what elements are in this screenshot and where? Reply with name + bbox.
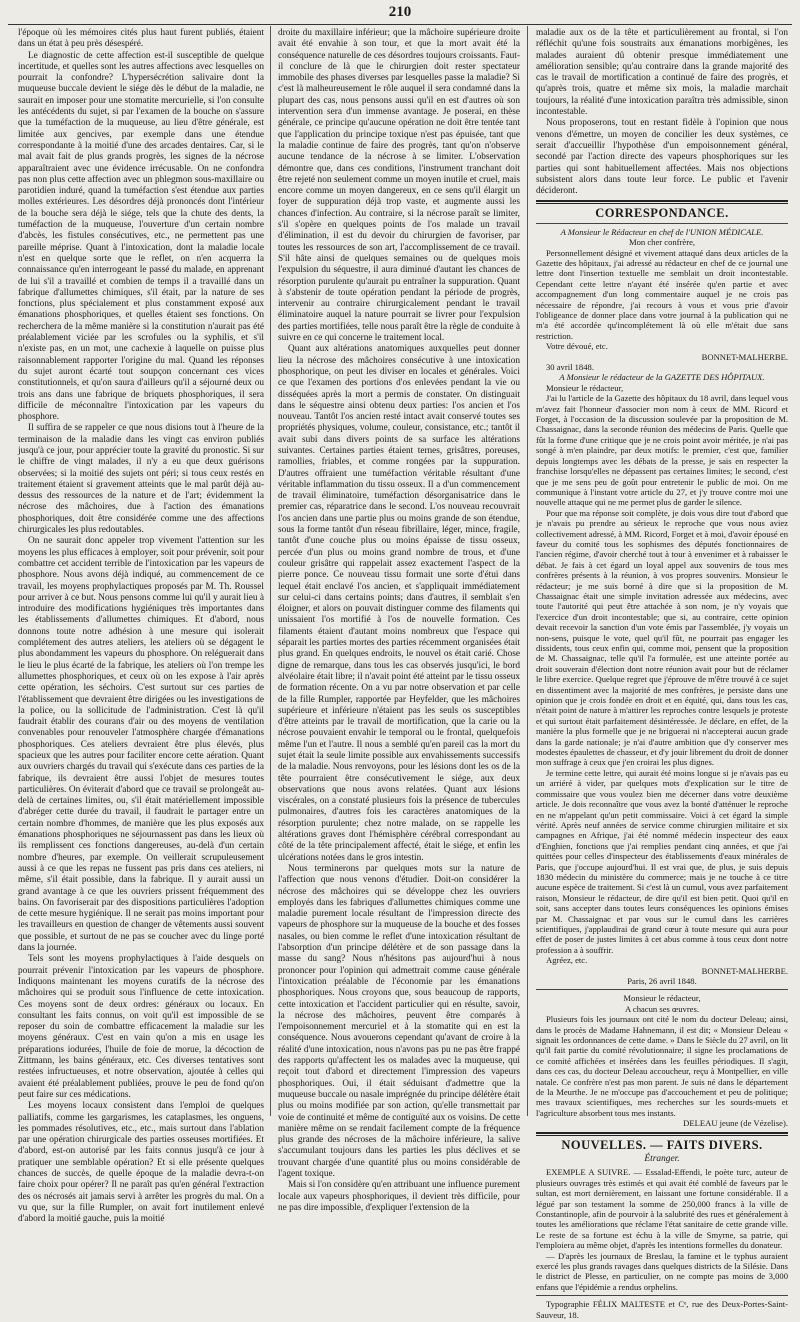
- newspaper-page: [8, 4, 792, 1321]
- paragraph: maladie aux os de la tête et particulièrement au frontal, si l'on réfléchit qu'une fois soustraits aux émanations morbigènes, les malades auraient dû obtenir presque immédiatement une amélioration sensible; qu'au contraire dans la grande majorité des cas le travail de mortification a continué de faire des progrès, et qu'après trois, quatre et même six mois, la maladie marchait toujours, la réalité d'une intoxication paraîtra très admissible, sinon incontestable.: [536, 28, 788, 118]
- paragraph: Tels sont les moyens prophylactiques à l'aide desquels on pourrait prévenir l'intoxication par les vapeurs de phosphore. Indiquons maintenant les moyens curatifs de la nécrose des mâchoires qui se produit sous l'influence de cette intoxication. Ces moyens sont de deux ordres: généraux ou locaux. En consultant les faits connus, on voit qu'il est impossible de se reposer du soin de combattre efficacement la maladie sur les moyens généraux. C'est en vain qu'on a mis en usage les préparations iodurées, l'huile de foie de morue, la décoction de Zittmann, les bains généraux, etc. Ces diverses tentatives sont restées infructueuses, et notre observation, ajoutée à celles qui avaient été préalablement publiées, prouve le peu de fond qu'on peut faire sur ces médications.: [18, 954, 264, 1100]
- paragraph: droite du maxillaire inférieur; que la mâchoire supérieure droite avait été envahie à son tour, et que la mort avait été la conséquence naturelle de ces désordres toujours croissants. Faut-il conclure de là que le chirurgien doit rester spectateur immobile des phases diverses par lesquelles passe la maladie? Si c'est là malheureusement le rôle auquel il sera condamné dans la plupart des cas, nous pensons aussi qu'il en est d'autres où son intervention sera d'un immense avantage. Je poserai, en thèse générale, ce principe qu'aucune opération ne doit être tentée tant que l'application du principe toxique n'est pas épuisée, tant que la maladie continue de faire des progrès, tant qu'on n'observe aucune tendance de la nécrose à se limiter. L'observation démontre que, dans ces conditions, l'instrument tranchant doit être rejeté non seulement comme un moyen inutile et cruel, mais encore comme un moyen dangereux, en ce sens qu'il élargit un foyer de suppuration déjà trop vaste, et augmente aussi les chances d'infection. Au contraire, si la nécrose paraît se limiter, s'il s'opère en quelques points de l'os malade un travail d'élimination, il est du devoir du chirurgien de favoriser, par toutes les ressources de son art, l'accomplissement de ce travail. S'il hâte ainsi de quelques semaines ou de quelques mois l'expulsion du séquestre, il aura diminué d'autant les chances de résorption purulente qu'aurait pu entraîner la suppuration. Quant à s'abstenir de toute opération pendant la période de progrès, intervenir au contraire chirurgicalement pendant le travail éliminatoire auquel la nature pourrait se livrer pour l'expulsion des parties mortifiées, telle nous paraît être la règle de conduite à suivre en ce qui concerne le traitement local.: [278, 28, 520, 344]
- letter-closing: Votre dévoué, etc.: [546, 341, 608, 352]
- letter-date: Paris, 26 avril 1848.: [627, 976, 697, 986]
- letter-body: Plusieurs fois les journaux ont cité le nom du docteur Deleau; ainsi, dans le procès de Madame Hahnemann, il est dit; « Monsieur Deleau « signait les ordonnances de cette dame. » Dans le Siècle du 27 avril, on lit qu'il fait partie du comité révolutionnaire; il signe les proclamations de ce comité affichées et insérées dans les feuilles périodiques. Il s'agit, dans ces cas, du docteur Deleau accoucheur, reçu à Montpellier, en ville natale. Ce confrère n'est pas mon parent. Je suis né dans le département de la Meurthe. Je ne m'occupe pas d'accouchement et peu de politique; mes travaux scientifiques, mes recherches sur les sourds-muets et l'agriculture absorbent tous mes instants.: [536, 1014, 788, 1118]
- news-item: — D'après les journaux de Breslau, la famine et le typhus auraient exercé les plus grands ravages dans quelques districts de la Silésie. Dans le district de Plesse, en particulier, on ne compte pas moins de 3,000 enfans que l'épidémie a rendus orphelins.: [536, 1250, 788, 1292]
- letter-body: Personnellement désigné et vivement attaqué dans deux articles de la Gazette des hôpitaux, j'ai adressé au rédacteur en chef de ce journal une lettre dont l'insertion textuelle me semblait un droit incontestable. Cependant cette lettre n'ayant été insérée qu'en partie et avec accompagnement d'un long commentaire auquel je ne crois pas nécessaire de répondre, j'ai recours à vous et vous prie d'avoir l'obligeance de donner place dans votre journal à la publication qui ne m'a été accordée qu'incomplétement là où elle m'était due sans restriction.: [536, 247, 788, 341]
- paragraph: Les moyens locaux consistent dans l'emploi de quelques palliatifs, comme les gargarismes, les cataplasmes, les onguens, les pommades résolutives, etc., etc., mais surtout dans l'ablation par une opération chirurgicale des parties osseuses mortifiées. Et d'abord, est-on autorisé par les faits connus jusqu'à ce jour à pratiquer une semblable opération? Et si elle présente quelques chances de succès, de quelle époque de la maladie devra-t-on faire choix pour opérer? Il ne paraît pas qu'en général l'extraction des os nécrosés ait jamais servi à arrêter les progrès du mal. On a vu que, sur la fille Rumpler, on avait fort inutilement enlevé d'abord la moitié gauche, puis la moitié: [18, 1101, 264, 1225]
- section-rule: [536, 1132, 788, 1136]
- column-2: [278, 28, 520, 1213]
- letter-address: A Monsieur le rédacteur de la GAZETTE DES HÔPITAUX.: [559, 372, 765, 383]
- paragraph: Quant aux altérations anatomiques auxquelles peut donner lieu la nécrose des mâchoires consécutive à une intoxication phosphorique, on peut les diviser en locales et générales. Voici ce que l'examen des portions d'os enlevées pendant la vie ou disséquées après la mort a permis de constater. On distinguait dans le séquestre ainsi obtenu deux parties: l'os ancien et l'os nouveau. Tantôt l'os ancien resté intact avait conservé toutes ses propriétés physiques, volume, couleur, consistance, etc.; tantôt il avait subi dans divers points de sa surface les altérations suivantes. Certaines parties étaient ternes, grisâtres, poreuses, ramollies, friables, et comme rongées par la suppuration. D'autres offraient une tuméfaction véritable résultant d'une véritable inflammation du tissu osseux. Il a d'un commencement de travail éliminatoire, tuméfaction désorganisatrice dans le premier cas, réparatrice dans le second. L'os nouveau recouvrait l'os ancien dans une partie plus ou moins grande de son étendue, sous la forme tantôt d'un réseau fibrillaire, léger, mince, fragile, tantôt d'une couche plus ou moins épaisse de tissu osseux, percée d'un plus ou moins grand nombre de trous, et d'une couleur grisâtre qui rappelait assez exactement l'aspect de la pierre ponce. Ce nouveau tissu formait une sorte d'étui dans lequel était enclavé l'os ancien, et s'appliquait immédiatement sur celui-ci dans certains points; dans d'autres, il semblait s'en éloigner, et alors on pouvait distinguer comme des filaments qui unissaient l'os mortifié à l'os de nouvelle formation. Ces filaments étaient d'autant moins nombreux que l'espace qui séparait les parties mortes des parties récemment organisées était plus grand. En quelques endroits, le nouvel os était carié. Chose digne de remarque, dans tous les cas observés jusqu'ici, le bord alvéolaire était libre; il n'avait point été atteint par le tissu osseux de formation récente. On a vu par notre observation et par celle de la fille Rumpler, rapportée par Heyfelder, que les mâchoires supérieure et inférieure n'étaient pas les seuls os susceptibles d'être atteints par le travail de mortification, que la carie ou la nécrose pouvaient envahir le temporal ou le frontal, quelquefois même l'un et l'autre. Il nous a semblé qu'en pareil cas la mort du sujet était la seule limite possible aux envahissements successifs de la maladie. Nous renvoyons, pour les lésions dont les os de la tête pourraient être consécutivement le siége, aux deux observations que nous avons relatées. Quant aux lésions viscérales, on a constaté plusieurs fois la présence de tubercules pulmonaires, d'autres fois les caractères anatomiques de la résorption purulente; chez notre malade, on se rappelle les altérations graves dont l'hémisphère cérébral correspondant au côté de la tête principalement affecté, était le siége, et enfin les ulcérations notées dans le gros intestin.: [278, 344, 520, 863]
- nouvelles-subheading: Étranger.: [644, 1153, 680, 1164]
- footer-rule: [536, 1295, 788, 1296]
- letter-3: [536, 993, 788, 1128]
- paragraph: On ne saurait donc appeler trop vivement l'attention sur les moyens les plus efficaces à employer, soit pour prévenir, soit pour combattre cet accident terrible de l'intoxication par les vapeurs de phosphore. Nous avons déjà indiqué, au commencement de ce travail, les moyens prophylactiques proposés par M. Th. Roussel pour arriver à ce but. Nous pensons comme lui qu'il y aurait lieu à introduire des modifications hygiéniques très importantes dans les établissements d'allumettes chimiques. Et d'abord, nous donnons toute notre adhésion à une mesure qui isolerait complétement des autres ateliers, les ateliers où se dégagent le plus abondamment les vapeurs du phosphore. On reléguerait dans le lieu le plus écarté de la fabrique, les ateliers où l'on trempe les allumettes phosphoriques, et ceux où on les expose à l'air après cette opération, les séchoirs. C'est surtout sur ces parties de l'établissement que devraient être dirigées ou les investigations de la police, ou la sollicitude de l'administration. C'est là qu'il faudrait établir des courans d'air ou des moyens de ventilation convenables pour renouveler l'atmosphère chargée d'émanations phosphoriques. Ces ateliers devraient être plus élevés, plus spacieux que les autres pour faciliter encore cette aération. Quant aux ouvriers chargés du travail qui s'exécute dans ces parties de la fabrique, ils devraient être aussi l'objet de mesures toutes particulières. On éviterait d'abord que ce travail se prolongeât au-delà de certaines limites, ou, s'il était matériellement impossible d'abréger cette durée du travail, il faudrait le partager entre un certain nombre d'hommes, de manière que les plus exposés aux émanations phosphoriques ne séjournassent pas dans les lieux où ils remplissent ces fonctions dangereuses, au-delà d'un certain nombre d'heures, par exemple. On veillerait scrupuleusement aussi à ce que les repas ne fussent pas pris dans ces ateliers, ni même, s'il était possible, dans la fabrique. Il y aurait aussi un grand avantage à ce que les ouvriers prissent fréquemment des bains. On favoriserait par des dispositions particulières l'adoption de cette mesure hygiénique. Il ne serait pas moins important pour les travailleurs en question de changer de vêtements aussi souvent que possible, et surtout de ne pas se coucher avec du linge porté dans la journée.: [18, 536, 264, 954]
- paragraph: Nous terminerons par quelques mots sur la nature de l'affection que nous venons d'étudier. Doit-on considérer la nécrose des mâchoires qui se développe chez les ouvriers employés dans les fabriques d'allumettes chimiques comme une maladie purement locale résultant de l'impression directe des vapeurs de phosphore sur la muqueuse de la bouche et des fosses nasales, ou bien comme le reflet d'une intoxication résultant de l'absorption d'un principe délétère et de son passage dans la masse du sang? Nous n'hésitons pas aujourd'hui à nous prononcer pour l'opinion qui admettrait comme cause générale l'intoxication préalable de l'économie par les émanations phosphoriques. Nous croyons que, sous beaucoup de rapports, cette intoxication et l'accident particulier qui en résulte, savoir, la nécrose des mâchoires, peuvent être comparés à l'empoisonnement mercuriel et à la stomatite qui en est la conséquence. Nous avouerons cependant qu'avant de croire à la réalité d'une intoxication, nous n'avons pas pu ne pas être frappé des rapports qu'affectent les os malades avec la muqueuse, qui reçoit tout d'abord et directement l'impression des vapeurs phosphoriques. Oui, il était séduisant d'admettre que la muqueuse buccale ou nasale imprégnée du principe délétère était plus ou moins modifiée par son action, qu'elle transmettait par voie de continuité et même de contiguïté aux os voisins. De cette manière même on se rendait facilement compte de la fréquence plus grande des nécroses de la mâchoire inférieure, la salive s'accumulant toujours dans les parties les plus déclives et se trouvant chargée d'une quantité plus ou moins considérable de l'agent toxique.: [278, 863, 520, 1179]
- letter-signature: DELEAU jeune (de Vézelise).: [683, 1118, 788, 1129]
- page-number: 210: [388, 4, 412, 20]
- correspondance-heading: CORRESPONDANCE.: [595, 206, 729, 221]
- letter-address: A Monsieur le Rédacteur en chef de l'UNION MÉDICALE.: [560, 226, 764, 237]
- letter-body: Je termine cette lettre, qui aurait été moins longue si je n'avais pas eu un arriéré à vider, par quelques mots d'explication sur le titre de commissaire que vous voulez bien me décerner dans votre deuxième article. Je dois reconnaître que vous avez la bonté d'atténuer le reproche en ne m'appelant qu'un petit commissaire. Voici à cet égard la simple vérité. Après neuf années de service comme chirurgien militaire et six campagnes en Afrique, j'ai été nommé médecin inspecteur des eaux d'Enghien, fonctions que j'ai remplies pendant cinq années, et que j'ai quittées pour celles d'inspecteur des établissements d'eaux minérales de Paris, que j'occupe aujourd'hui. Il est vrai que, de plus, je suis depuis 1830 médecin du ministère du commerce; mais je ne touche à ce titre aucune espèce de traitement. Si c'est là un cumul, vous avez parfaitement raison, Monsieur le rédacteur, de dire qu'il est bien petit. Quoi qu'il en soit, sans accepter dans toutes leurs conséquences les opinions émises par M. Chassaignac et par vous sur le cumul dans les carrières scientifiques, j'applaudirai de grand cœur à toute mesure qui aura pour effet de poser de justes limites à cet abus comme à tous ceux dont notre profession a à souffrir.: [536, 767, 788, 955]
- column-rule-1: [270, 26, 271, 1116]
- printer-footer: Typographie FÉLIX MALTESTE et Cᵉ, rue des Deux-Portes-Saint-Sauveur, 18.: [536, 1299, 788, 1321]
- paragraph: Nous proposerons, tout en restant fidèle à l'opinion que nous venons d'émettre, un moyen de concilier les deux systèmes, ce serait d'accueillir l'hypothèse d'un empoisonnement général, secondé par l'action directe des vapeurs phosphoriques sur les parties qui sont habituellement affectées. Mais nos objections subsistent alors dans toute leur force. Le public et l'avenir décideront.: [536, 118, 788, 197]
- header-rule: [8, 24, 792, 25]
- section-rule: [536, 200, 788, 204]
- paragraph: Mais si l'on considère qu'en attribuant une influence purement locale aux vapeurs phosphoriques, il devient très difficile, pour ne pas dire impossible, d'expliquer l'extension de la: [278, 1180, 520, 1213]
- paragraph: Le diagnostic de cette affection est-il susceptible de quelque incertitude, et quelles sont les autres affections avec lesquelles on pourrait la confondre? L'hypersécrétion salivaire dont la muqueuse buccale devient le siége dès le début de la maladie, ne saurait en imposer pour une stomatite mercurielle, si l'on consulte les antécédents du sujet, si par l'examen de la bouche on s'assure que la tuméfaction de la muqueuse, au lieu d'être générale, est limitée aux gencives, par exemple dans une étendue correspondante à la moitié d'une des arcades dentaires. Car, si le mal avait fait de plus grands progrès, les signes de la nécrose apparaîtraient avec une évidence irrécusable. On ne confondra pas non plus cette affection avec un phlegmon sous-maxillaire ou parotidien induré, quand la tuméfaction s'est étendue aux parties molles extérieures. Les désordres déjà prononcés dont l'intérieur de la bouche sera déjà le siége, tels que la chute des dents, la tuméfaction de la muqueuse, l'ouverture d'un certain nombre d'abcès, les fistules consécutives, etc., ne permettent pas une pareille méprise. Quant à l'intoxication, dont la maladie locale n'est en quelque sorte que le reflet, on n'en acquerra la connaissance qu'en interrogeant le passé du malade, en apprenant de lui s'il a travaillé et combien de temps il a travaillé dans un fabrique d'allumettes chimiques, s'il était, par la nature de ses fonctions, plus spécialement et plus constamment exposé aux émanations phosphoriques, et quelles étaient ses fonctions. On recherchera de la même manière si la constitution n'aurait pas été préalablement viciée par les scrofules ou la syphilis, et s'il n'existe pas, en un mot, une cachexie à laquelle on puisse plus raisonnablement rapporter l'origine du mal. Quand les réponses du sujet auront écarté tout soupçon concernant ces vices constitutionnels, et qu'on saura d'ailleurs qu'il a séjourné deux ou trois ans dans une fabrique de briquets phosphoriques, il sera difficile de méconnaître l'intoxication par les vapeurs du phosphore.: [18, 50, 264, 423]
- paragraph: l'époque où les mémoires cités plus haut furent publiés, étaient dans un état à peu près désespéré.: [18, 28, 264, 50]
- nouvelles-items: [536, 1167, 788, 1292]
- nouvelles-heading: NOUVELLES. — FAITS DIVERS.: [561, 1137, 763, 1152]
- letter-rule: [536, 989, 788, 990]
- news-item: EXEMPLE A SUIVRE. — Essalad-Effendi, le poète turc, auteur de plusieurs ouvrages très estimés et qui avait été comblé de faveurs par le sultan, est mort dernièrement, en laissant une fortune considérable. Il a légué par son testament la somme de 250,000 francs à la ville de Constantinople, afin de pourvoir à la salubrité des rues et généralement à toutes les améliorations que réclame l'état sanitaire de cette grande ville. Le reste de sa fortune est échu à la ville de Smyrne, sa patrie, qui l'emploiera au même objet, d'après les intentions formelles du donateur.: [536, 1167, 788, 1251]
- letter-signature: BONNET-MALHERBE.: [701, 351, 788, 362]
- letter-signature: BONNET-MALHERBE.: [701, 965, 788, 976]
- letter-1: [536, 227, 788, 373]
- letter-greeting: A chacun ses œuvres.: [625, 1003, 699, 1014]
- letter-salutation: Monsieur le rédacteur,: [623, 993, 701, 1004]
- section-rule: [536, 223, 788, 224]
- letter-2: [536, 372, 788, 986]
- letter-salutation: Monsieur le rédacteur,: [546, 382, 624, 393]
- column-3: [536, 28, 788, 1321]
- column-rule-2: [527, 26, 528, 1116]
- column-1: [18, 28, 264, 1225]
- letter-body: J'ai lu l'article de la Gazette des hôpitaux du 18 avril, dans lequel vous m'avez fait l'honneur d'associer mon nom à ceux de MM. Ricord et Forget, à l'occasion de la discussion soulevée par la proposition de M. Chassaignac, dans la seconde réunion des médecins de Paris. Quelle que fût la forme d'une critique que je ne crois point avoir méritée, je n'ai pas songé à m'en plaindre, par deux motifs: le premier, c'est que, familier depuis longtemps avec les débats de la presse, je sais en respecter la franchise lorsqu'elles ne dépassent pas certaines limites; le second, c'est que je me sens peu de goût pour entretenir le public de moi. On me communique à l'instant votre article du 27, et j'y trouve contre moi une nouvelle attaque qui ne me permet plus de garder le silence.: [536, 393, 788, 508]
- letter-salutation: Mon cher confrère,: [628, 237, 696, 248]
- letter-body: Pour que ma réponse soit complète, je dois vous dire tout d'abord que je n'avais pu prendre au sérieux le reproche que vous nous aviez collectivement adressé, à MM. Ricord, Forget et à moi, d'avoir épousé en faveur du comité tous les sophismes des députés fonctionnaires de l'ancien régime, d'avoir cherché tout à tour à envenimer et à rabaisser le débat. Je fais à cet égard un loyal appel aux souvenirs de tous mes confrères présents à la réunion, à vos propres souvenirs. Monsieur le rédacteur; je me suis borné à dire que si la proposition de M. Chassaignac était une simple invitation adressée aux médecins, avec toute l'autorité qui peut être attachée à son nom, je n'y voyais que l'exercice d'un droit incontestable; que si, au contraire, cette opinion devait recevoir la sanction d'un vote émis par l'assemblée, j'y voyais un non-sens, puisque le vote, quel qu'il fût, ne pourrait pas engager les dissidents, tous ceux enfin qui, comme moi, pensent que la proposition de M. Chassaignac, telle qu'il l'a formulée, est une atteinte portée au droit souverain d'élection dont notre réunion avait pour but de réclamer le libre exercice. Quelque regret que j'éprouve de m'être trouvé à ce sujet en dissentiment avec la majorité de mes confrères, je persiste dans une opinion que je crois fondée en droit et en équité, qui, dans tous les cas, n'était point de nature à m'attirer les reproches contre lesquels je proteste et qui surtout était parfaitement désintéressée. Je déclare, en effet, de la manière la plus formelle que je ne briguerai ni n'accepterai aucun grade dans la garde nationale; je n'ai d'autre ambition que d'y conserver mes modestes épaulettes de chasseur, et d'y jouir librement du droit de donner mon suffrage à ceux que j'en croirai les plus dignes.: [536, 507, 788, 768]
- letter-date: 30 avril 1848.: [546, 362, 594, 373]
- letter-closing: Agréez, etc.: [546, 955, 588, 966]
- paragraph: Il suffira de se rappeler ce que nous disions tout à l'heure de la terminaison de la maladie dans les vingt cas environ publiés jusqu'à ce jour, pour apprécier toute la gravité du pronostic. Si sur le chiffre de vingt malades, il n'y a eu que deux guérisons observées; si la moitié des sujets ont péri; si tous ceux restés en traitement étaient si gravement atteints que le mal parût déjà au-dessus des ressources de la nature et de l'art; évidemment la nécrose des mâchoires, due à l'action des émanations phosphoriques, doit être considérée comme une des affections chirurgicales les plus redoutables.: [18, 423, 264, 536]
